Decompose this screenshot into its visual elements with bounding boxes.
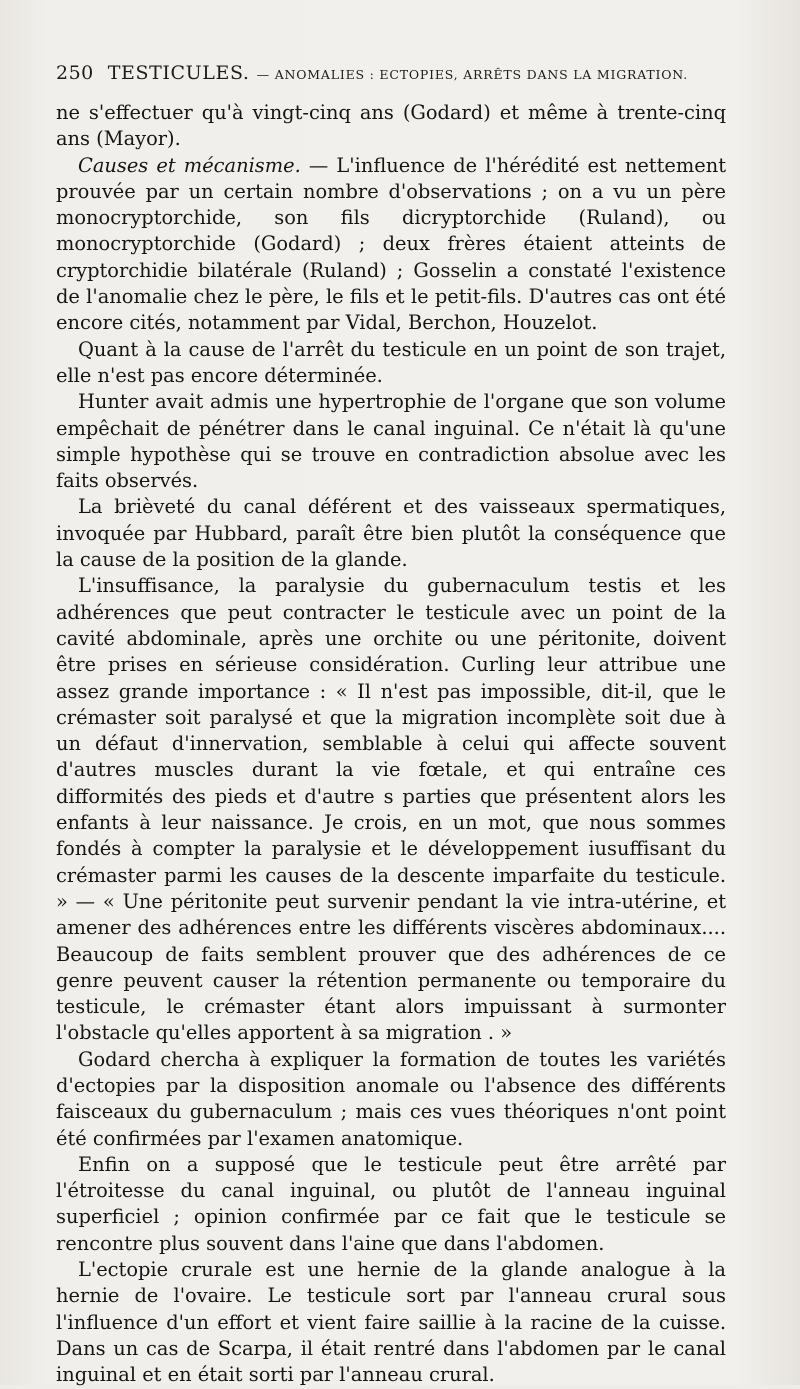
paragraph-continuation: ne s'effectuer qu'à vingt-cinq ans (Godard) et même à trente-cinq ans (Mayor). — [56, 101, 726, 151]
running-title: TESTICULES. — [107, 62, 250, 84]
paragraph-hubbard: La brièveté du canal déférent et des vaisseaux spermatiques, invoquée par Hubbard, paraît être bien plutôt la conséquence que la cause de la position de la glande. — [56, 495, 726, 572]
page-number: 250 — [56, 62, 94, 84]
paragraph-godard: Godard chercha à expliquer la formation de toutes les variétés d'ectopies par la disposition anomale ou l'absence des différents faisceaux du gubernaculum ; mais ces vues théoriques n'ont point été confirmées par l'examen anatomique. — [56, 1047, 726, 1150]
paragraph-curling: L'insuffisance, la paralysie du gubernaculum testis et les adhérences que peut contracter le testicule avec un point de la cavité abdominale, après une orchite ou une péritonite, doivent être prises en sérieuse considération. Curling leur attribue une assez grande importance : « Il n'est pas impossible, dit-il, que le crémaster soit paralysé et que la migration incomplète soit due à un défaut d'innervation, semblable à celui qui affecte souvent d'autres muscles durant la vie fœtale, et qui entraîne ces difformités des pieds et d'autre s parties que présentent alors les enfants à leur naissance. Je crois, en un mot, que nous sommes fondés à compter la paralysie et le développement iusuffisant du crémaster parmi les causes de la descente imparfaite du testicule. » — « Une péritonite peut survenir pendant la vie intra-utérine, et amener des adhérences entre les différents viscères abdominaux.... Beaucoup de faits semblent prouver que des adhérences de ce genre peuvent causer la rétention permanente ou temporaire du testicule, le crémaster étant alors impuissant à surmonter l'obstacle qu'elles apportent à sa migration . » — [56, 574, 726, 1045]
paragraph-causes-text: — L'influence de l'hérédité est nettement prouvée par un certain nombre d'observations ; on a vu un père monocryptorchide, son fils dicryptorchide (Ruland), ou monocryptorchide (Godard) ; deux frères étaient atteints de cryptorchidie bilatérale (Ruland) ; Gosselin a constaté l'existence de l'anomalie chez le père, le fils et le petit-fils. D'autres cas ont été encore cités, notamment par Vidal, Berchon, Houzelot. — [56, 153, 726, 335]
paragraph-ectopie-crurale: L'ectopie crurale est une hernie de la glande analogue à la hernie de l'ovaire. Le testicule sort par l'anneau crural sous l'influence d'un effort et vient faire saillie à la racine de la cuisse. Dans un cas de Scarpa, il était rentré dans l'abdomen par le canal inguinal et en était sorti par l'anneau crural. — [56, 1258, 726, 1387]
paragraph-hunter: Hunter avait admis une hypertrophie de l'organe que son volume empêchait de pénétrer dans le canal inguinal. Ce n'était là qu'une simple hypothèse qui se trouve en contradiction absolue avec les faits observés. — [56, 390, 726, 493]
paragraph-arret: Quant à la cause de l'arrêt du testicule en un point de son trajet, elle n'est pas encore déterminée. — [56, 337, 726, 387]
section-heading-causes: Causes et mécanisme. — [78, 153, 301, 177]
paragraph-causes — [56, 153, 726, 337]
running-subtitle: — ANOMALIES : ECTOPIES, ARRÊTS DANS LA MIGRATION. — [256, 67, 689, 82]
page-header — [56, 62, 746, 88]
paragraph-canal-inguinal: Enfin on a supposé que le testicule peut être arrêté par l'étroitesse du canal inguinal, ou plutôt de l'anneau inguinal superficiel ; opinion confirmée par ce fait que le testicule se rencontre plus souvent dans l'aine que dans l'abdomen. — [56, 1152, 726, 1255]
body-text — [56, 100, 726, 1389]
